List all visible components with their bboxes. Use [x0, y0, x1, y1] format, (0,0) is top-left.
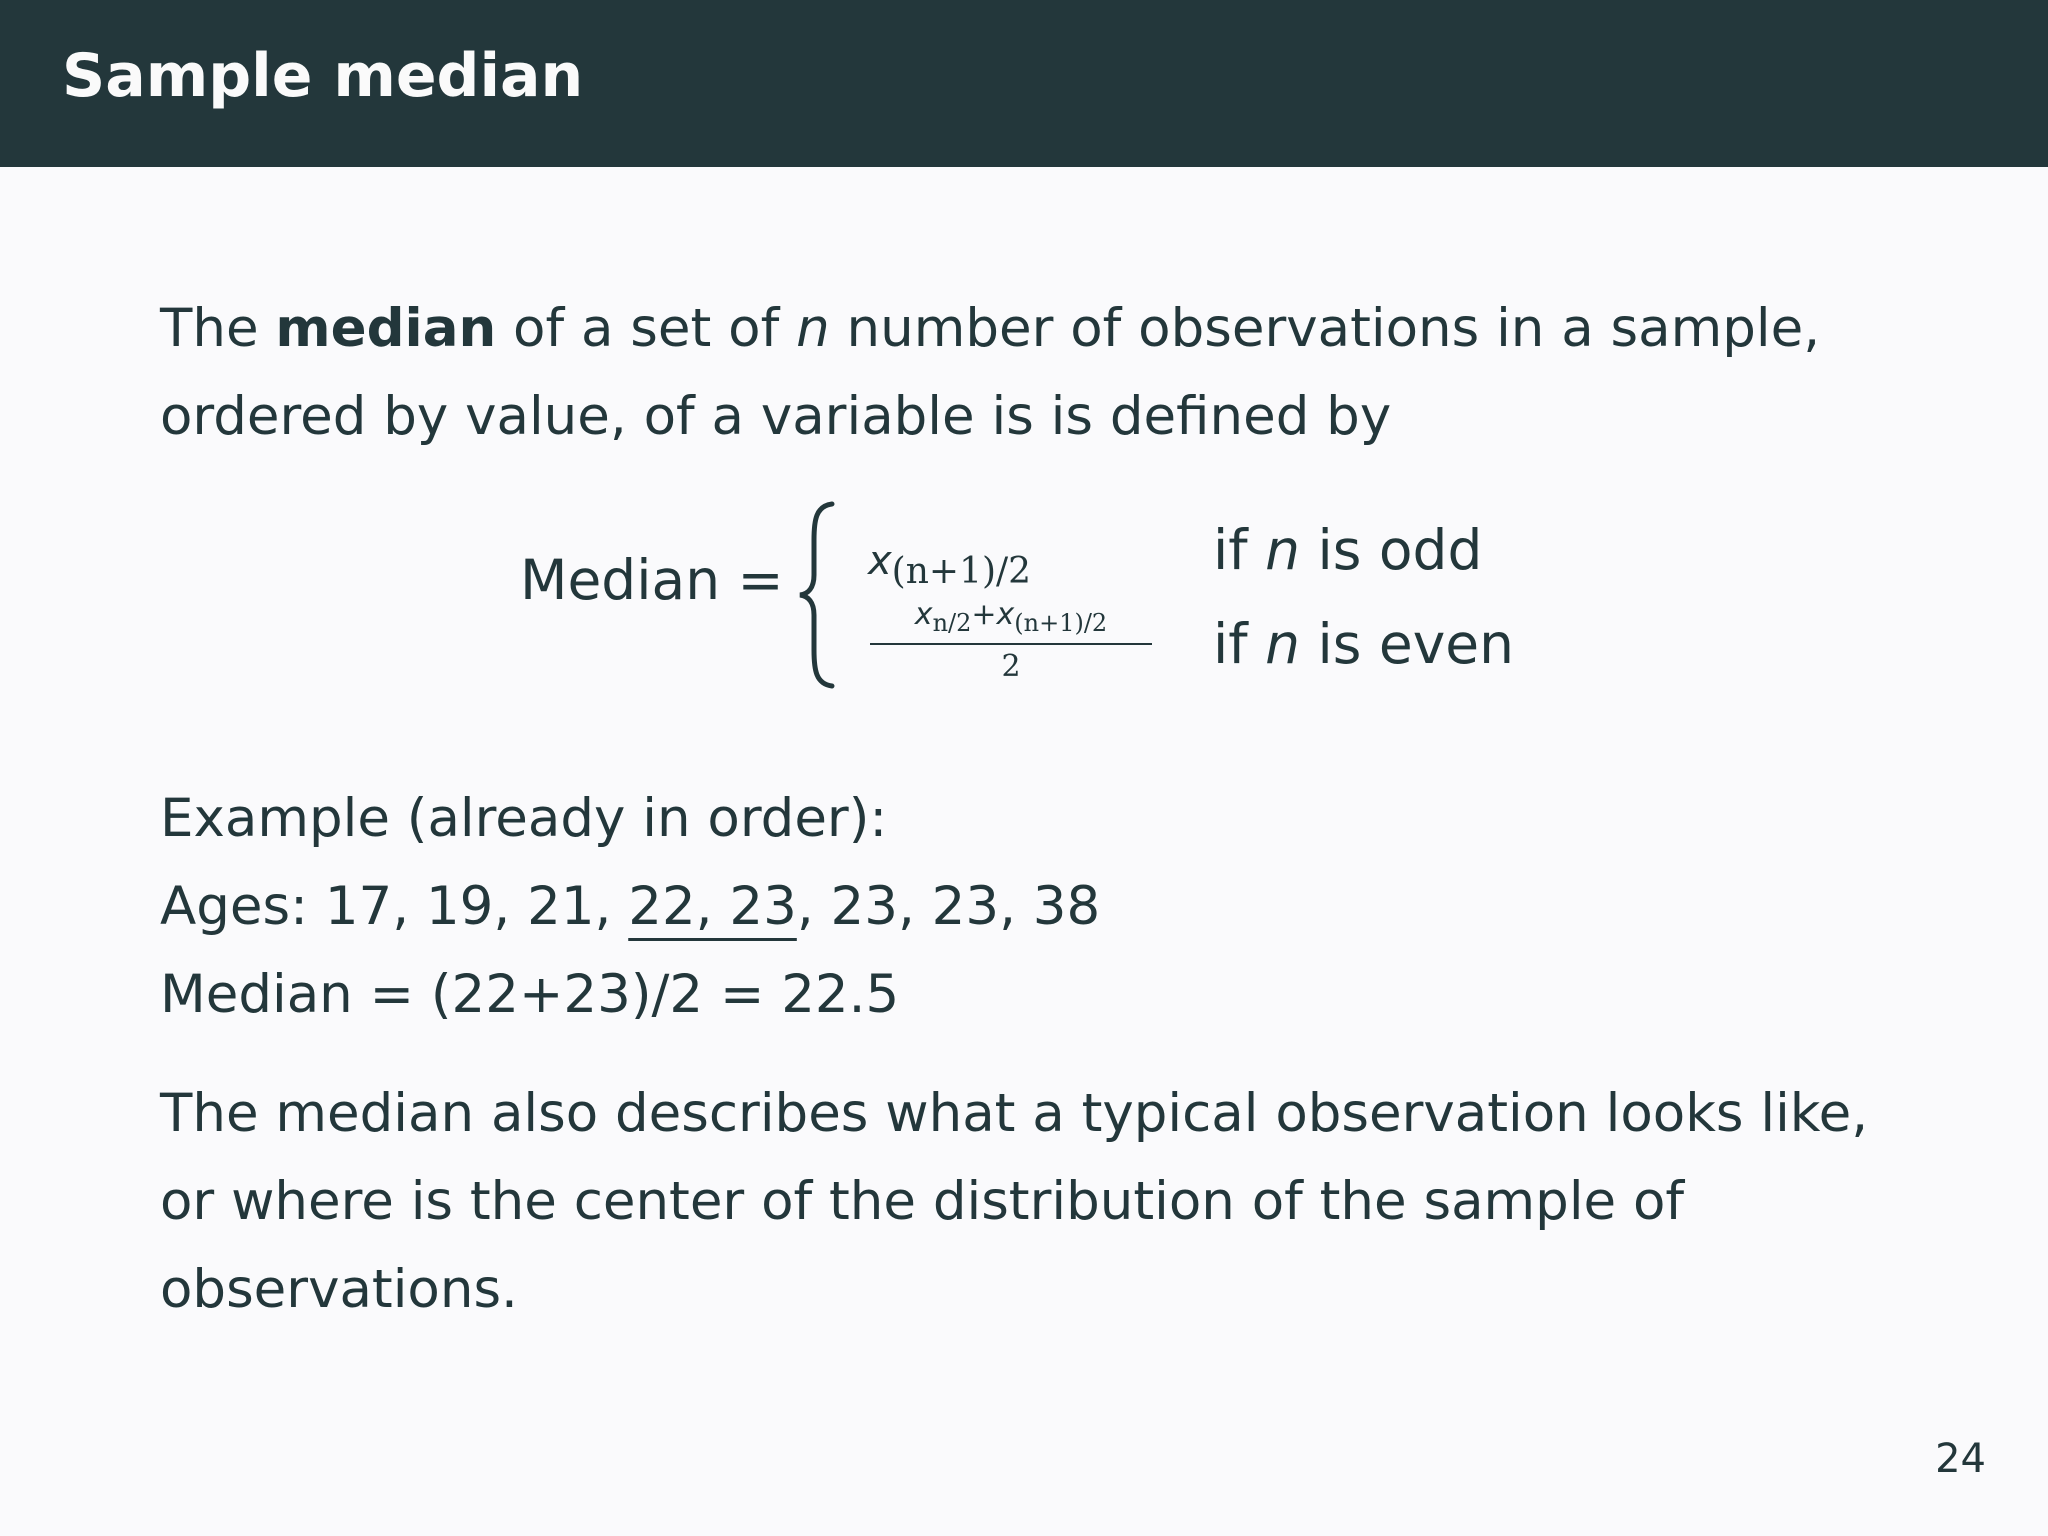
case-even-plus: +: [971, 597, 997, 632]
intro-var-n: n: [796, 298, 830, 359]
example-median-result: Median = (22+23)/2 = 22.5: [160, 964, 900, 1025]
case-even-sub1: n/2: [932, 609, 972, 637]
case-odd-expression: [868, 538, 1031, 592]
case-even-condition: [1213, 612, 1514, 676]
case-even-sub2: (n+1)/2: [1014, 609, 1108, 637]
intro-paragraph: [160, 285, 1920, 461]
ages-suffix: , 23, 23, 38: [796, 876, 1101, 937]
example-block: [160, 775, 1100, 1039]
intro-bold-term: median: [275, 298, 497, 359]
left-brace: [798, 500, 838, 690]
intro-part2: of a set of: [496, 298, 797, 359]
slide-header: [0, 0, 2048, 167]
summary-paragraph: The median also describes what a typical observation looks like, or where is the center of the distribution of the sample of observations.: [160, 1083, 1869, 1320]
ages-middle-pair: 22, 23: [628, 876, 797, 937]
case-odd-subscript: (n+1)/2: [891, 551, 1032, 592]
case-odd-x: x: [868, 538, 892, 584]
slide-title: Sample median: [62, 41, 584, 111]
median-formula: [0, 490, 2048, 710]
intro-part3: number of observations in a sample, ordered by value, of a variable is is defined by: [160, 298, 1821, 447]
case-even-cond-suffix: is even: [1300, 612, 1514, 676]
page-number: 24: [1935, 1436, 1986, 1482]
formula-lhs: Median =: [520, 548, 784, 612]
case-odd-condition: [1213, 518, 1482, 582]
case-even-cond-var: n: [1265, 612, 1300, 676]
case-odd-cond-var: n: [1265, 518, 1300, 582]
case-odd-cond-prefix: if: [1213, 518, 1266, 582]
ages-prefix: Ages: 17, 19, 21,: [160, 876, 629, 937]
example-ages: [160, 863, 1100, 951]
case-odd-cond-suffix: is odd: [1300, 518, 1483, 582]
intro-text: [160, 285, 1920, 461]
case-even-x2: x: [996, 597, 1015, 632]
case-even-x1: x: [914, 597, 933, 632]
case-even-fraction: [870, 597, 1152, 685]
case-even-denominator: 2: [1001, 649, 1021, 684]
case-even-cond-prefix: if: [1213, 612, 1266, 676]
example-heading: Example (already in order):: [160, 788, 888, 849]
case-even-numerator: [870, 597, 1152, 645]
intro-part1: The: [160, 298, 276, 359]
